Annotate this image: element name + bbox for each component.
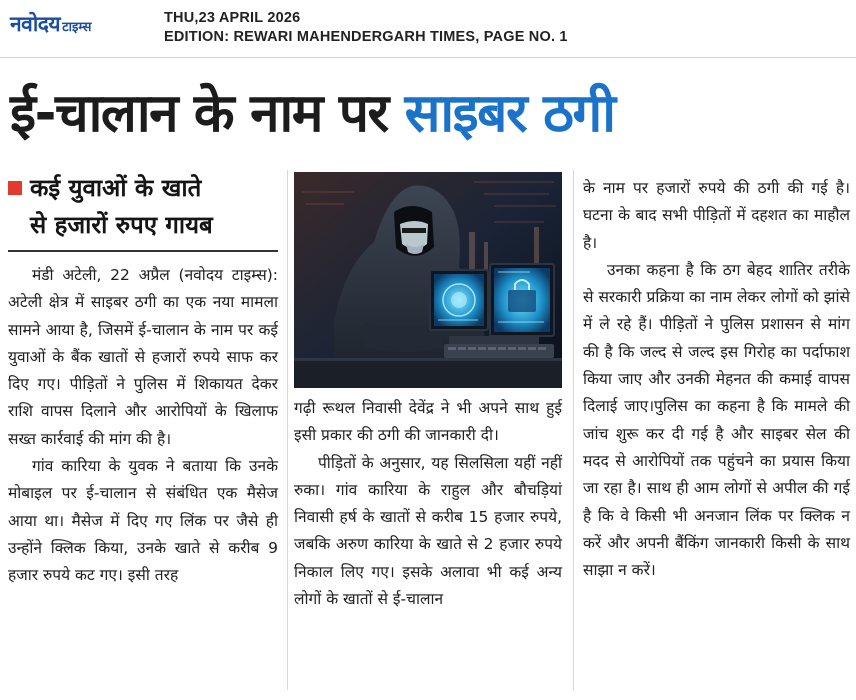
- subheadline-line-1: कई युवाओं के खाते: [30, 174, 202, 202]
- column-divider: [287, 170, 288, 690]
- article-paragraph: गढ़ी रूथल निवासी देवेंद्र ने भी अपने साथ हुई इसी प्रकार की ठगी की जानकारी दी।: [294, 399, 562, 445]
- subheadline-line-2: से हजारों रुपए गायब: [30, 211, 213, 239]
- headline-blue-part: साइबर ठगी: [404, 83, 615, 144]
- logo-main-text: नवोदय: [10, 12, 61, 36]
- headline-black-part: ई-चालान के नाम पर: [10, 83, 388, 144]
- article-paragraph: के नाम पर हजारों रुपये की ठगी की गई है। घटना के बाद सभी पीड़ितों में दहशत का माहौल है।: [583, 179, 850, 252]
- subheadline-text: [30, 170, 213, 244]
- red-square-bullet-icon: [8, 181, 22, 195]
- article-column-3: [583, 175, 850, 584]
- article-paragraph: पीड़ितों के अनुसार, यह सिलसिला यहीं नहीं रुका। गांव कारिया के राहुल और बौचड़ियां निवासी हर्ष के खातों से करीब 15 हजार रुपये, जबकि अरुण कारिया के खाते से 2 हजार रुपये निकाल लिए गए। इसके अलावा भी कई अन्य लोगों के खातों से ई-चालान: [294, 453, 562, 609]
- date-line: THU,23 APRIL 2026: [164, 10, 301, 26]
- main-headline: [10, 74, 850, 154]
- article-paragraph: मंडी अटेली, 22 अप्रैल (नवोदय टाइम्स): अटेली क्षेत्र में साइबर ठगी का एक नया मामला सामने आया है, जिसमें ई-चालान के नाम पर कई युवाओं के बैंक खातों से हजारों रुपये साफ कर दिए गए। पीड़ितों ने पुलिस में शिकायत देकर राशि वापस दिलाने और आरोपियों के खिलाफ सख्त कार्रवाई की मांग की है।: [8, 266, 278, 448]
- column-divider: [573, 170, 574, 690]
- logo-sub-text: टाइम्स: [62, 20, 92, 35]
- article-column-1: [8, 170, 278, 590]
- article-column-2: [294, 395, 562, 613]
- subheadline: [8, 170, 278, 252]
- hacker-photo: [294, 172, 562, 388]
- newspaper-logo: [10, 10, 91, 38]
- edition-info: [164, 9, 568, 47]
- article-paragraph: उनका कहना है कि ठग बेहद शातिर तरीके से सरकारी प्रक्रिया का नाम लेकर लोगों को झांसे में ले रहे हैं। पीड़ितों ने पुलिस प्रशासन से मांग की है कि जल्द से जल्द इस गिरोह का पर्दाफाश किया जाए और उनकी मेहनत की कमाई वापस दिलाई जाए।पुलिस का कहना है कि मामले की जांच शुरू कर दी गई है और साइबर सेल की मदद से आरोपियों तक पहुंचने का प्रयास किया जा रहा है। साथ ही आम लोगों से अपील की गई है कि वे किसी भी अनजान लिंक पर क्लिक न करें और अपनी बैंकिंग जानकारी किसी के साथ साझा न करें।: [583, 260, 850, 580]
- masthead-bar: [0, 0, 856, 58]
- article-paragraph: गांव कारिया के युवक ने बताया कि उनके मोबाइल पर ई-चालान से संबंधित एक मैसेज आया था। मैसेज में दिए गए लिंक पर जैसे ही उन्होंने क्लिक किया, उनके खाते से करीब 9 हजार रुपये कट गए। इसी तरह: [8, 457, 278, 585]
- edition-line: EDITION: REWARI MAHENDERGARH TIMES, PAGE NO. 1: [164, 29, 568, 45]
